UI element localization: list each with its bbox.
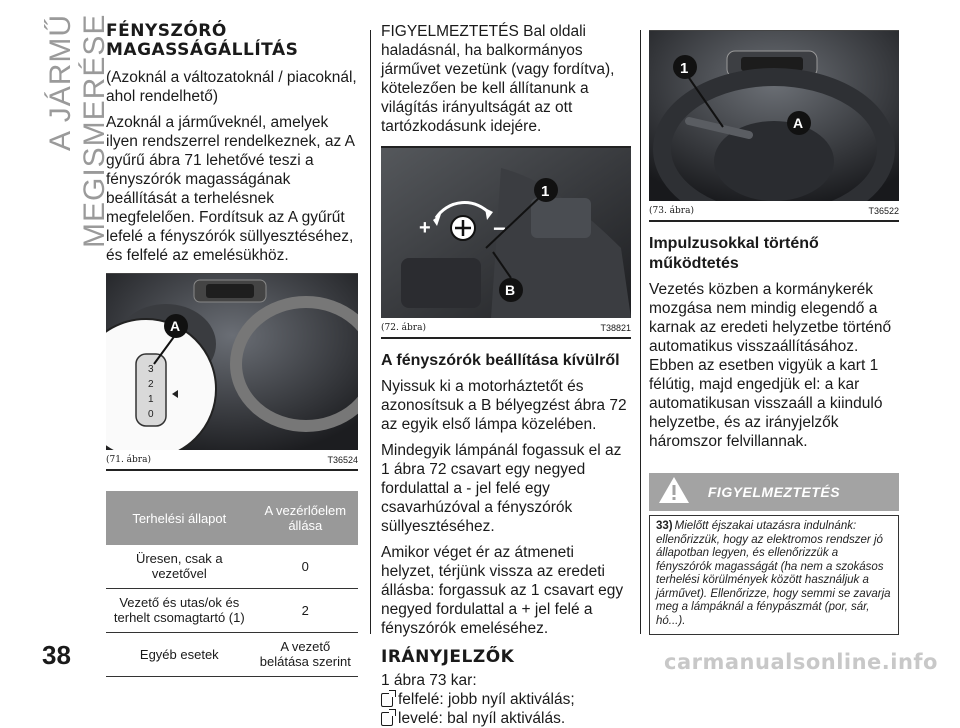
list-item (381, 690, 631, 709)
table-header-setting: A vezérlőelem állása (253, 491, 358, 545)
column-3 (649, 30, 899, 635)
figure-72-image (381, 146, 631, 318)
list-item-text: felfelé: jobb nyíl aktiválás; (398, 691, 575, 708)
external-adjust-step-3: Amikor véget ér az átmeneti helyzet, térjünk vissza az eredeti állásba: forgassuk az 1 csavart egy negyed fordulattal a + jel felé a fényszórók emeléséhez. (381, 544, 624, 637)
callout-1: 1 (541, 183, 550, 200)
warning-text: Mielőtt éjszakai utazásra indulnánk: ellenőrizzük, hogy az elektromos rendszer jó állapotban legyen, és ellenőrizzük a fényszórók magasságát (ha nem a szokásos terhelési körülmények között használjuk a járművet). Ellenőrizze, hogy semmi se zavarja meg a lámpáknál a fénypászmát (por, sár, hó...). (656, 520, 891, 627)
section-title-impulse-operation: Impulzusokkal történő működtetés (649, 235, 819, 272)
load-condition-table (106, 491, 358, 677)
column-1 (106, 22, 358, 677)
table-header-load: Terhelési állapot (106, 491, 253, 545)
section-title-turn-signals: IRÁNYJELZŐK (381, 647, 515, 667)
plus-sign: + (419, 217, 431, 239)
figure-71-image (106, 273, 358, 450)
section-title-headlight-leveling: FÉNYSZÓRÓ MAGASSÁGÁLLÍTÁS (106, 21, 299, 60)
figure-71-code: T36524 (327, 455, 358, 465)
engine-bay-illustration (381, 148, 631, 318)
external-adjust-step-2: Mindegyik lámpánál fogassuk el az 1 ábra 72 csavart egy negyed fordulattal a - jel felé egy csavarhúzóval a fényszórók süllyesztéséhez. (381, 442, 622, 535)
figure-72-label: (72. ábra) (381, 323, 426, 333)
figure-72 (381, 146, 631, 339)
impulse-operation-text: Vezetés közben a kormánykerék mozgása nem mindig elegendő a karnak az eredeti helyzetbe történő automatikus visszaállításához. Ebben az esetben vigyük a kart 1 félútig, majd engedjük el: a kar automatikusan visszaáll a kiinduló helyzetbe, és az irányjelzők háromszor felvillannak. (649, 281, 892, 450)
table-row (106, 589, 358, 633)
table-cell: Vezető és utas/ok és terhelt csomagtartó (1) (106, 589, 253, 633)
bullet-icon (381, 693, 393, 707)
chapter-side-label: A JÁRMŰ MEGISMERÉSE (44, 14, 111, 249)
dial-number-2: 2 (148, 379, 154, 390)
warning-title: FIGYELMEZTETÉS (707, 483, 841, 500)
warning-triangle-icon (657, 475, 691, 505)
table-row (106, 633, 358, 677)
page-number: 38 (42, 640, 71, 670)
table-cell: Üresen, csak a vezetővel (106, 545, 253, 589)
list-item-text: levelé: bal nyíl aktiválás. (398, 710, 566, 727)
list-item (381, 709, 631, 728)
table-cell: Egyéb esetek (106, 633, 253, 677)
availability-note: (Azoknál a változatoknál / piacoknál, ahol rendelhető) (106, 69, 357, 105)
external-adjust-step-1: Nyissuk ki a motorháztetőt és azonosítsuk a B bélyegzést ábra 72 az egyik első lámpa közelében. (381, 378, 627, 433)
column-divider (370, 30, 371, 634)
table-row (106, 545, 358, 589)
warning-banner (649, 473, 899, 511)
figure-71-label: (71. ábra) (106, 455, 151, 465)
dial-number-0: 0 (148, 409, 154, 420)
figure-73 (649, 30, 899, 222)
steering-wheel-illustration (649, 31, 899, 201)
bullet-icon (381, 712, 393, 726)
dial-number-3: 3 (148, 364, 154, 375)
figure-73-label: (73. ábra) (649, 206, 694, 216)
figure-71-caption (106, 450, 358, 471)
column-2 (381, 22, 631, 728)
dial-number-1: 1 (148, 394, 154, 405)
figure-72-caption (381, 318, 631, 339)
section-title-external-adjust: A fényszórók beállítása kívülről (381, 352, 620, 369)
figure-71 (106, 273, 358, 471)
column-divider (640, 30, 641, 634)
table-cell: 0 (253, 545, 358, 589)
callout-b: B (505, 282, 516, 298)
callout-a: A (170, 318, 181, 334)
callout-1: 1 (680, 60, 689, 77)
figure-73-image (649, 30, 899, 201)
table-cell: A vezető belátása szerint (253, 633, 358, 677)
leveling-description: Azoknál a járműveknél, amelyek ilyen rendszerrel rendelkeznek, az A gyűrű ábra 71 lehetővé teszi a fényszórók magasságának beállítását a terhelésnek megfelelően. Fordítsuk az A gyűrűt lefelé a fényszórók süllyesztéséhez, és felfelé az emelésükhöz. (106, 114, 355, 264)
dashboard-dial-illustration (106, 274, 358, 450)
left-traffic-warning: FIGYELMEZTETÉS Bal oldali haladásnál, ha balkormányos járművet vezetünk (vagy fordítva), kötelezően be kell állítanunk a világítás irányultságát az ott tartózkodásunk idejére. (381, 23, 615, 135)
turn-signal-intro: 1 ábra 73 kar: (381, 672, 477, 689)
callout-a: A (793, 115, 804, 131)
table-cell: 2 (253, 589, 358, 633)
figure-73-code: T36522 (868, 206, 899, 216)
warning-box (649, 515, 899, 635)
figure-73-caption (649, 201, 899, 222)
warning-number: 33) (656, 520, 673, 532)
watermark: carmanualsonline.info (664, 650, 938, 674)
figure-72-code: T38821 (600, 323, 631, 333)
minus-sign: − (493, 216, 506, 241)
